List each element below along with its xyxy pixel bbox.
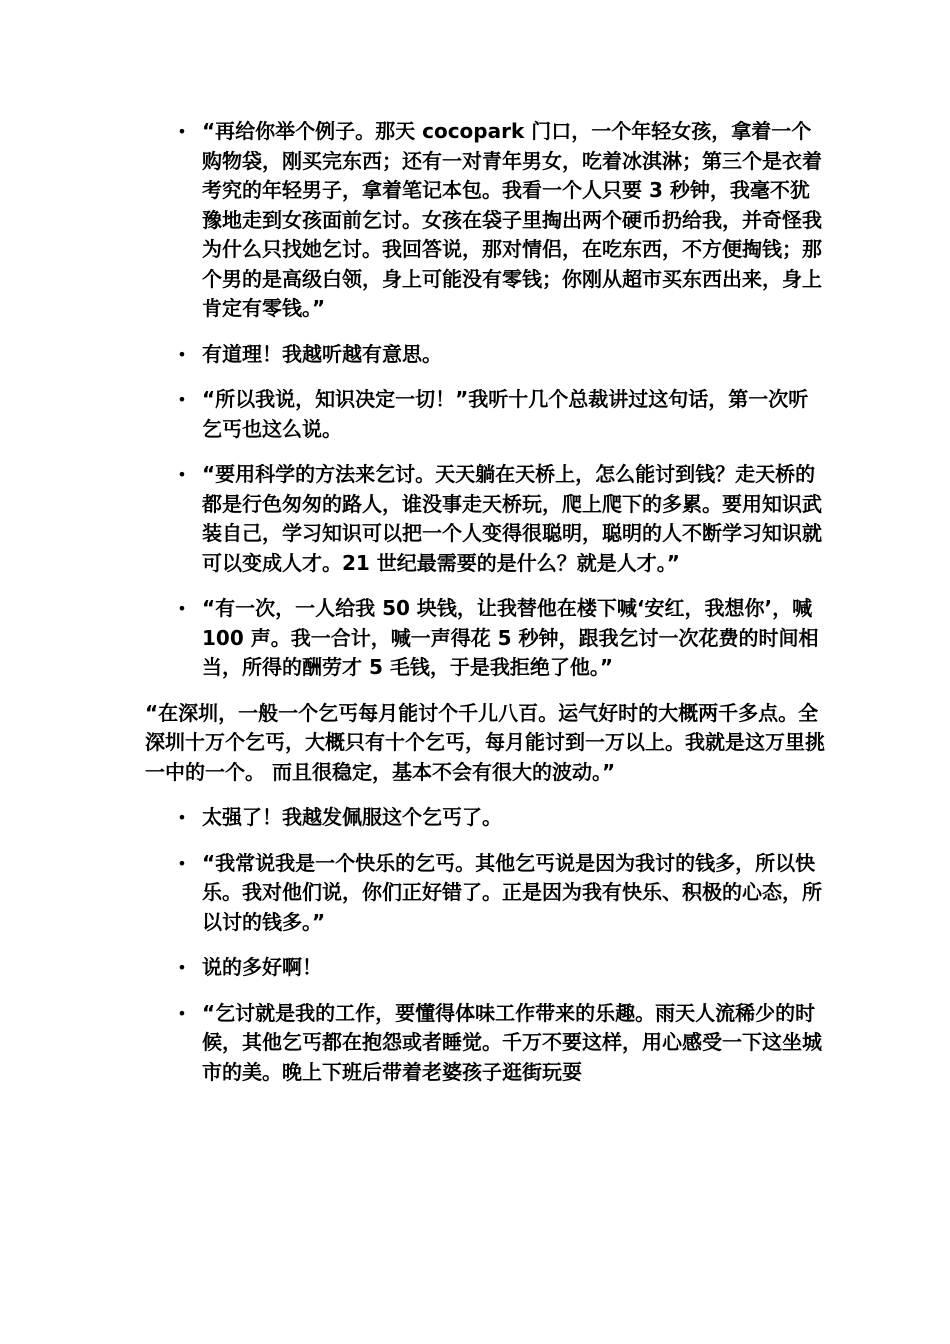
list-item (145, 340, 825, 370)
document-content (145, 117, 825, 1103)
list-item-text: “所以我说，知识决定一切！”我听十几个总裁讲过这句话，第一次听乞丐也这么说。 (202, 387, 809, 441)
bullet-icon: • (177, 808, 187, 827)
bullet-list-a (145, 117, 825, 683)
list-item (145, 594, 825, 683)
bullet-list-b (145, 803, 825, 1087)
bullet-icon: • (177, 1003, 187, 1023)
bullet-icon: • (177, 390, 187, 409)
list-item (145, 385, 825, 444)
bullet-icon: • (177, 344, 187, 364)
list-item-text: “再给你举个例子。那天 cocopark 门口，一个年轻女孩，拿着一个购物袋，刚买完东西；还有一对青年男女，吃着冰淇淋；第三个是衣着考究的年轻男子，拿着笔记本包。我看一个人只要 3 秒钟，我毫不犹豫地走到女孩面前乞讨。女孩在袋子里掏出两个硬币扔给我，并奇怪我为什么只找她乞讨。我回答说，那对情侣，在吃东西，不方便掏钱；那个男的是高级白领，身上可能没有零钱；你刚从超市买东西出来，身上肯定有零钱。” (202, 119, 822, 320)
list-item (145, 849, 825, 938)
list-item (145, 999, 825, 1088)
list-item (145, 460, 825, 578)
list-item-text: 说的多好啊！ (202, 955, 322, 979)
list-item (145, 117, 825, 324)
list-item-text: “要用科学的方法来乞讨。天天躺在天桥上，怎么能讨到钱？走天桥的都是行色匆匆的路人，谁没事走天桥玩，爬上爬下的多累。要用知识武装自己，学习知识可以把一个人变得很聪明，聪明的人不断学习知识就可以变成人才。21 世纪最需要的是什么？就是人才。” (202, 462, 822, 575)
list-item (145, 953, 825, 983)
bullet-icon: • (177, 599, 187, 618)
bullet-icon: • (177, 958, 187, 977)
list-item (145, 803, 825, 833)
list-item-text: “我常说我是一个快乐的乞丐。其他乞丐说是因为我讨的钱多，所以快乐。我对他们说，你们正好错了。正是因为我有快乐、积极的心态，所以讨的钱多。” (202, 850, 822, 934)
bullet-icon: • (177, 853, 187, 873)
list-item-text: 有道理！我越听越有意思。 (202, 341, 442, 366)
body-paragraph: “在深圳，一般一个乞丐每月能讨个千儿八百。运气好时的大概两千多点。全深圳十万个乞丐，大概只有十个乞丐，每月能讨到一万以上。我就是这万里挑一中的一个。 而且很稳定，基本不会有很大的波动。” (145, 700, 825, 784)
list-item-text: “有一次，一人给我 50 块钱，让我替他在楼下喊‘安红，我想你’，喊 100 声。我一合计，喊一声得花 5 秒钟，跟我乞讨一次花费的时间相当，所得的酬劳才 5 毛钱，于是我拒绝了他。” (202, 596, 819, 679)
list-item-text: 太强了！我越发佩服这个乞丐了。 (202, 805, 502, 829)
bullet-icon: • (177, 122, 187, 141)
bullet-icon: • (177, 465, 187, 484)
list-item-text: “乞讨就是我的工作，要懂得体味工作带来的乐趣。雨天人流稀少的时候，其他乞丐都在抱怨或者睡觉。千万不要这样，用心感受一下这坐城市的美。晚上下班后带着老婆孩子逛街玩耍 (202, 1000, 822, 1084)
